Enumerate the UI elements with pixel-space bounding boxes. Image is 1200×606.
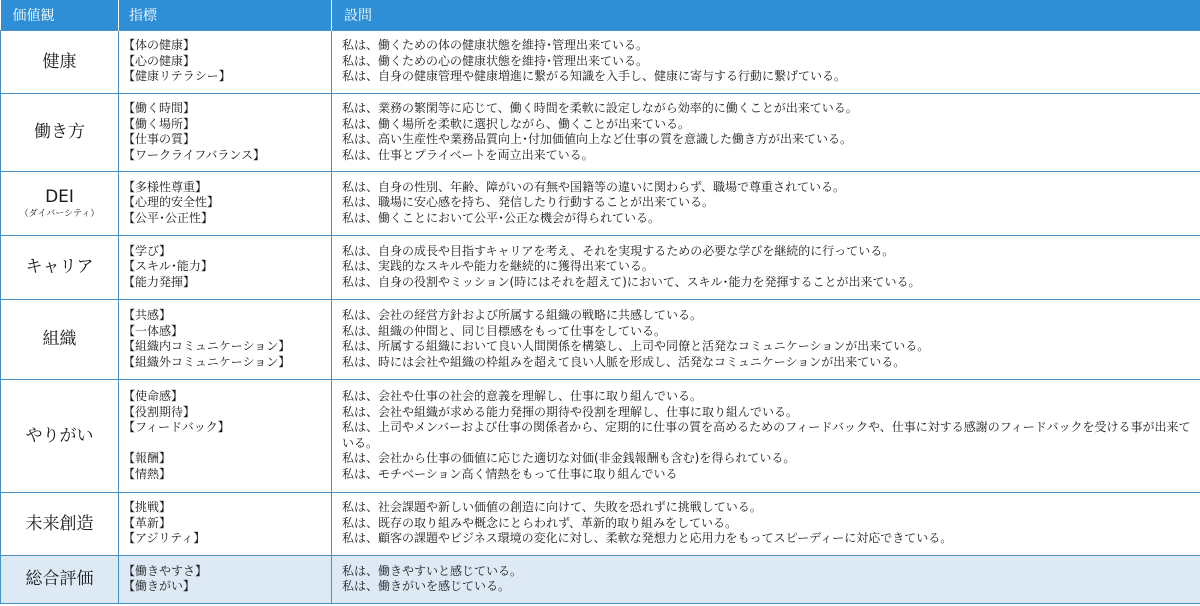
- indicator-cell: [119, 299, 332, 379]
- question-item: 私は、働く場所を柔軟に選択しながら、働くことが出来ている。: [342, 116, 691, 131]
- question-item: 私は、モチベーション高く情熱をもって仕事に取り組んでいる: [342, 466, 678, 481]
- question-item: 私は、既存の取り組みや概念にとらわれず、革新的取り組みをしている。: [342, 515, 738, 530]
- table-row-total: [1, 555, 1200, 603]
- indicator-item: 【働きがい】: [123, 579, 196, 593]
- table-row: [1, 492, 1200, 555]
- question-cell: [332, 555, 1200, 603]
- indicator-cell: [119, 235, 332, 299]
- question-item: 私は、業務の繁閑等に応じて、働く時間を柔軟に設定しながら効率的に働くことが出来ている。: [342, 101, 858, 115]
- question-cell: [332, 492, 1200, 555]
- question-item: 私は、働きがいを感じている。: [342, 579, 511, 593]
- header-question: 設問: [332, 0, 1200, 30]
- indicator-item: 【フィードバック】: [123, 420, 230, 434]
- question-item: 私は、自身の成長や目指すキャリアを考え、それを実現するための必要な学びを継続的に行っている。: [342, 243, 895, 258]
- indicator-cell: [119, 555, 332, 603]
- value-label: 組織: [42, 329, 77, 349]
- table-row: [1, 171, 1200, 235]
- indicator-cell: [119, 171, 332, 235]
- indicator-item: 【役割期待】: [123, 404, 196, 419]
- indicator-item: 【挑戦】: [123, 500, 172, 515]
- question-item: 私は、自身の性別、年齢、障がいの有無や国籍等の違いに関わらず、職場で尊重されている。: [342, 179, 846, 194]
- question-item: 私は、働くための心の健康状態を維持･管理出来ている。: [342, 53, 649, 68]
- question-item: 私は、高い生産性や業務品質向上･付加価値向上など仕事の質を意識した働き方が出来ている。: [342, 132, 853, 146]
- indicator-item: 【働く場所】: [123, 116, 196, 131]
- value-cell: [1, 30, 119, 93]
- indicator-item: 【健康リテラシー】: [123, 69, 231, 84]
- indicator-item: 【仕事の質】: [123, 132, 196, 146]
- question-cell: [332, 299, 1200, 379]
- question-item: 私は、働くことにおいて公平･公正な機会が得られている。: [342, 210, 661, 225]
- question-item: 私は、時には会社や組織の枠組みを超えて良い人脈を形成し、活発なコミュニケーションが出来ている。: [342, 354, 906, 369]
- indicator-cell: [119, 379, 332, 492]
- question-item: 私は、実践的なスキルや能力を継続的に獲得出来ている。: [342, 259, 654, 274]
- question-item: 私は、働きやすいと感じている。: [342, 563, 523, 578]
- indicator-item: 【働く時間】: [123, 101, 196, 115]
- value-label: やりがい: [25, 425, 94, 446]
- question-item: 私は、所属する組織において良い人間関係を構築し、上司や同僚と活発なコミュニケーションが出来ている。: [342, 339, 930, 353]
- question-item: 私は、働くための体の健康状態を維持･管理出来ている。: [342, 38, 649, 53]
- value-cell: [1, 235, 119, 299]
- value-label: 未来創造: [25, 513, 94, 534]
- value-sublabel: （ダイバーシティ）: [19, 209, 100, 219]
- indicator-item: 【情熱】: [123, 466, 172, 481]
- indicator-item: 【ワークライフバランス】: [123, 147, 265, 162]
- value-label: DEI: [45, 187, 74, 207]
- indicator-item: 【共感】: [123, 308, 172, 322]
- value-label: 健康: [42, 51, 77, 72]
- indicator-item: 【一体感】: [123, 323, 184, 338]
- indicator-cell: [119, 492, 332, 555]
- value-cell: [1, 93, 119, 171]
- value-cell: [1, 492, 119, 555]
- question-item: 私は、職場に安心感を持ち、発信したり行動することが出来ている。: [342, 195, 715, 210]
- question-item: 私は、会社の経営方針および所属する組織の戦略に共感している。: [342, 308, 703, 322]
- question-cell: [332, 379, 1200, 492]
- question-item: 私は、会社や仕事の社会的意義を理解し、仕事に取り組んでいる。: [342, 389, 703, 403]
- indicator-item: 【組織内コミュニケーション】: [123, 339, 291, 353]
- indicator-cell: [119, 30, 332, 93]
- question-cell: [332, 30, 1200, 93]
- indicator-item: 【学び】: [123, 243, 172, 258]
- question-item: 私は、仕事とプライベートを両立出来ている。: [342, 147, 594, 162]
- indicator-item: 【スキル･能力】: [123, 259, 213, 274]
- question-cell: [332, 171, 1200, 235]
- header-value: 価値観: [1, 0, 119, 30]
- indicator-item: 【体の健康】: [123, 38, 196, 53]
- value-label: 総合評価: [25, 569, 94, 589]
- table-row: [1, 299, 1200, 379]
- indicator-item: 【報酬】: [123, 451, 172, 465]
- table-row: [1, 93, 1200, 171]
- indicator-item: 【公平･公正性】: [123, 210, 214, 225]
- value-cell: [1, 171, 119, 235]
- question-item: 私は、会社から仕事の価値に応じた適切な対価(非金銭報酬も含む)を得られている。: [342, 451, 796, 465]
- question-item: 私は、自身の役割やミッション(時にはそれを超えて)において、スキル･能力を発揮することが出来ている。: [342, 274, 921, 289]
- value-cell: [1, 299, 119, 379]
- indicator-item: 【多様性尊重】: [123, 179, 208, 194]
- table-row: [1, 30, 1200, 93]
- indicator-cell: [119, 93, 332, 171]
- question-item: 私は、会社や組織が求める能力発揮の期待や役割を理解し、仕事に取り組んでいる。: [342, 404, 799, 419]
- value-cell: [1, 379, 119, 492]
- indicator-spacer: [123, 436, 331, 452]
- indicator-item: 【使命感】: [123, 389, 184, 403]
- question-item: 私は、顧客の課題やビジネス環境の変化に対し、柔軟な発想力と応用力をもってスピーディーに対応できている。: [342, 531, 953, 546]
- indicator-item: 【能力発揮】: [123, 274, 196, 289]
- value-cell: [1, 555, 119, 603]
- value-label: 働き方: [34, 122, 85, 142]
- indicator-item: 【組織外コミュニケーション】: [123, 354, 291, 369]
- indicator-item: 【心理的安全性】: [123, 195, 220, 210]
- question-item: 私は、組織の仲間と、同じ目標感をもって仕事をしている。: [342, 323, 667, 338]
- header-indicator: 指標: [119, 0, 332, 30]
- value-label: キャリア: [25, 257, 94, 277]
- question-item: 私は、上司やメンバーおよび仕事の関係者から、定期的に仕事の質を高めるためのフィードバックや、仕事に対する感謝のフィードバックを受ける事が出来ている。: [342, 420, 1191, 450]
- question-cell: [332, 93, 1200, 171]
- table-row: [1, 379, 1200, 492]
- question-cell: [332, 235, 1200, 299]
- indicator-item: 【働きやすさ】: [123, 563, 208, 578]
- question-item: 私は、自身の健康管理や健康増進に繋がる知識を入手し、健康に寄与する行動に繋げている。: [342, 69, 847, 84]
- question-item: 私は、社会課題や新しい価値の創造に向けて、失敗を恐れずに挑戦している。: [342, 500, 762, 515]
- indicator-item: 【心の健康】: [123, 53, 196, 68]
- indicator-item: 【革新】: [123, 515, 172, 530]
- table-header-row: [1, 0, 1200, 30]
- table-row: [1, 235, 1200, 299]
- indicator-item: 【アジリティ】: [123, 531, 206, 546]
